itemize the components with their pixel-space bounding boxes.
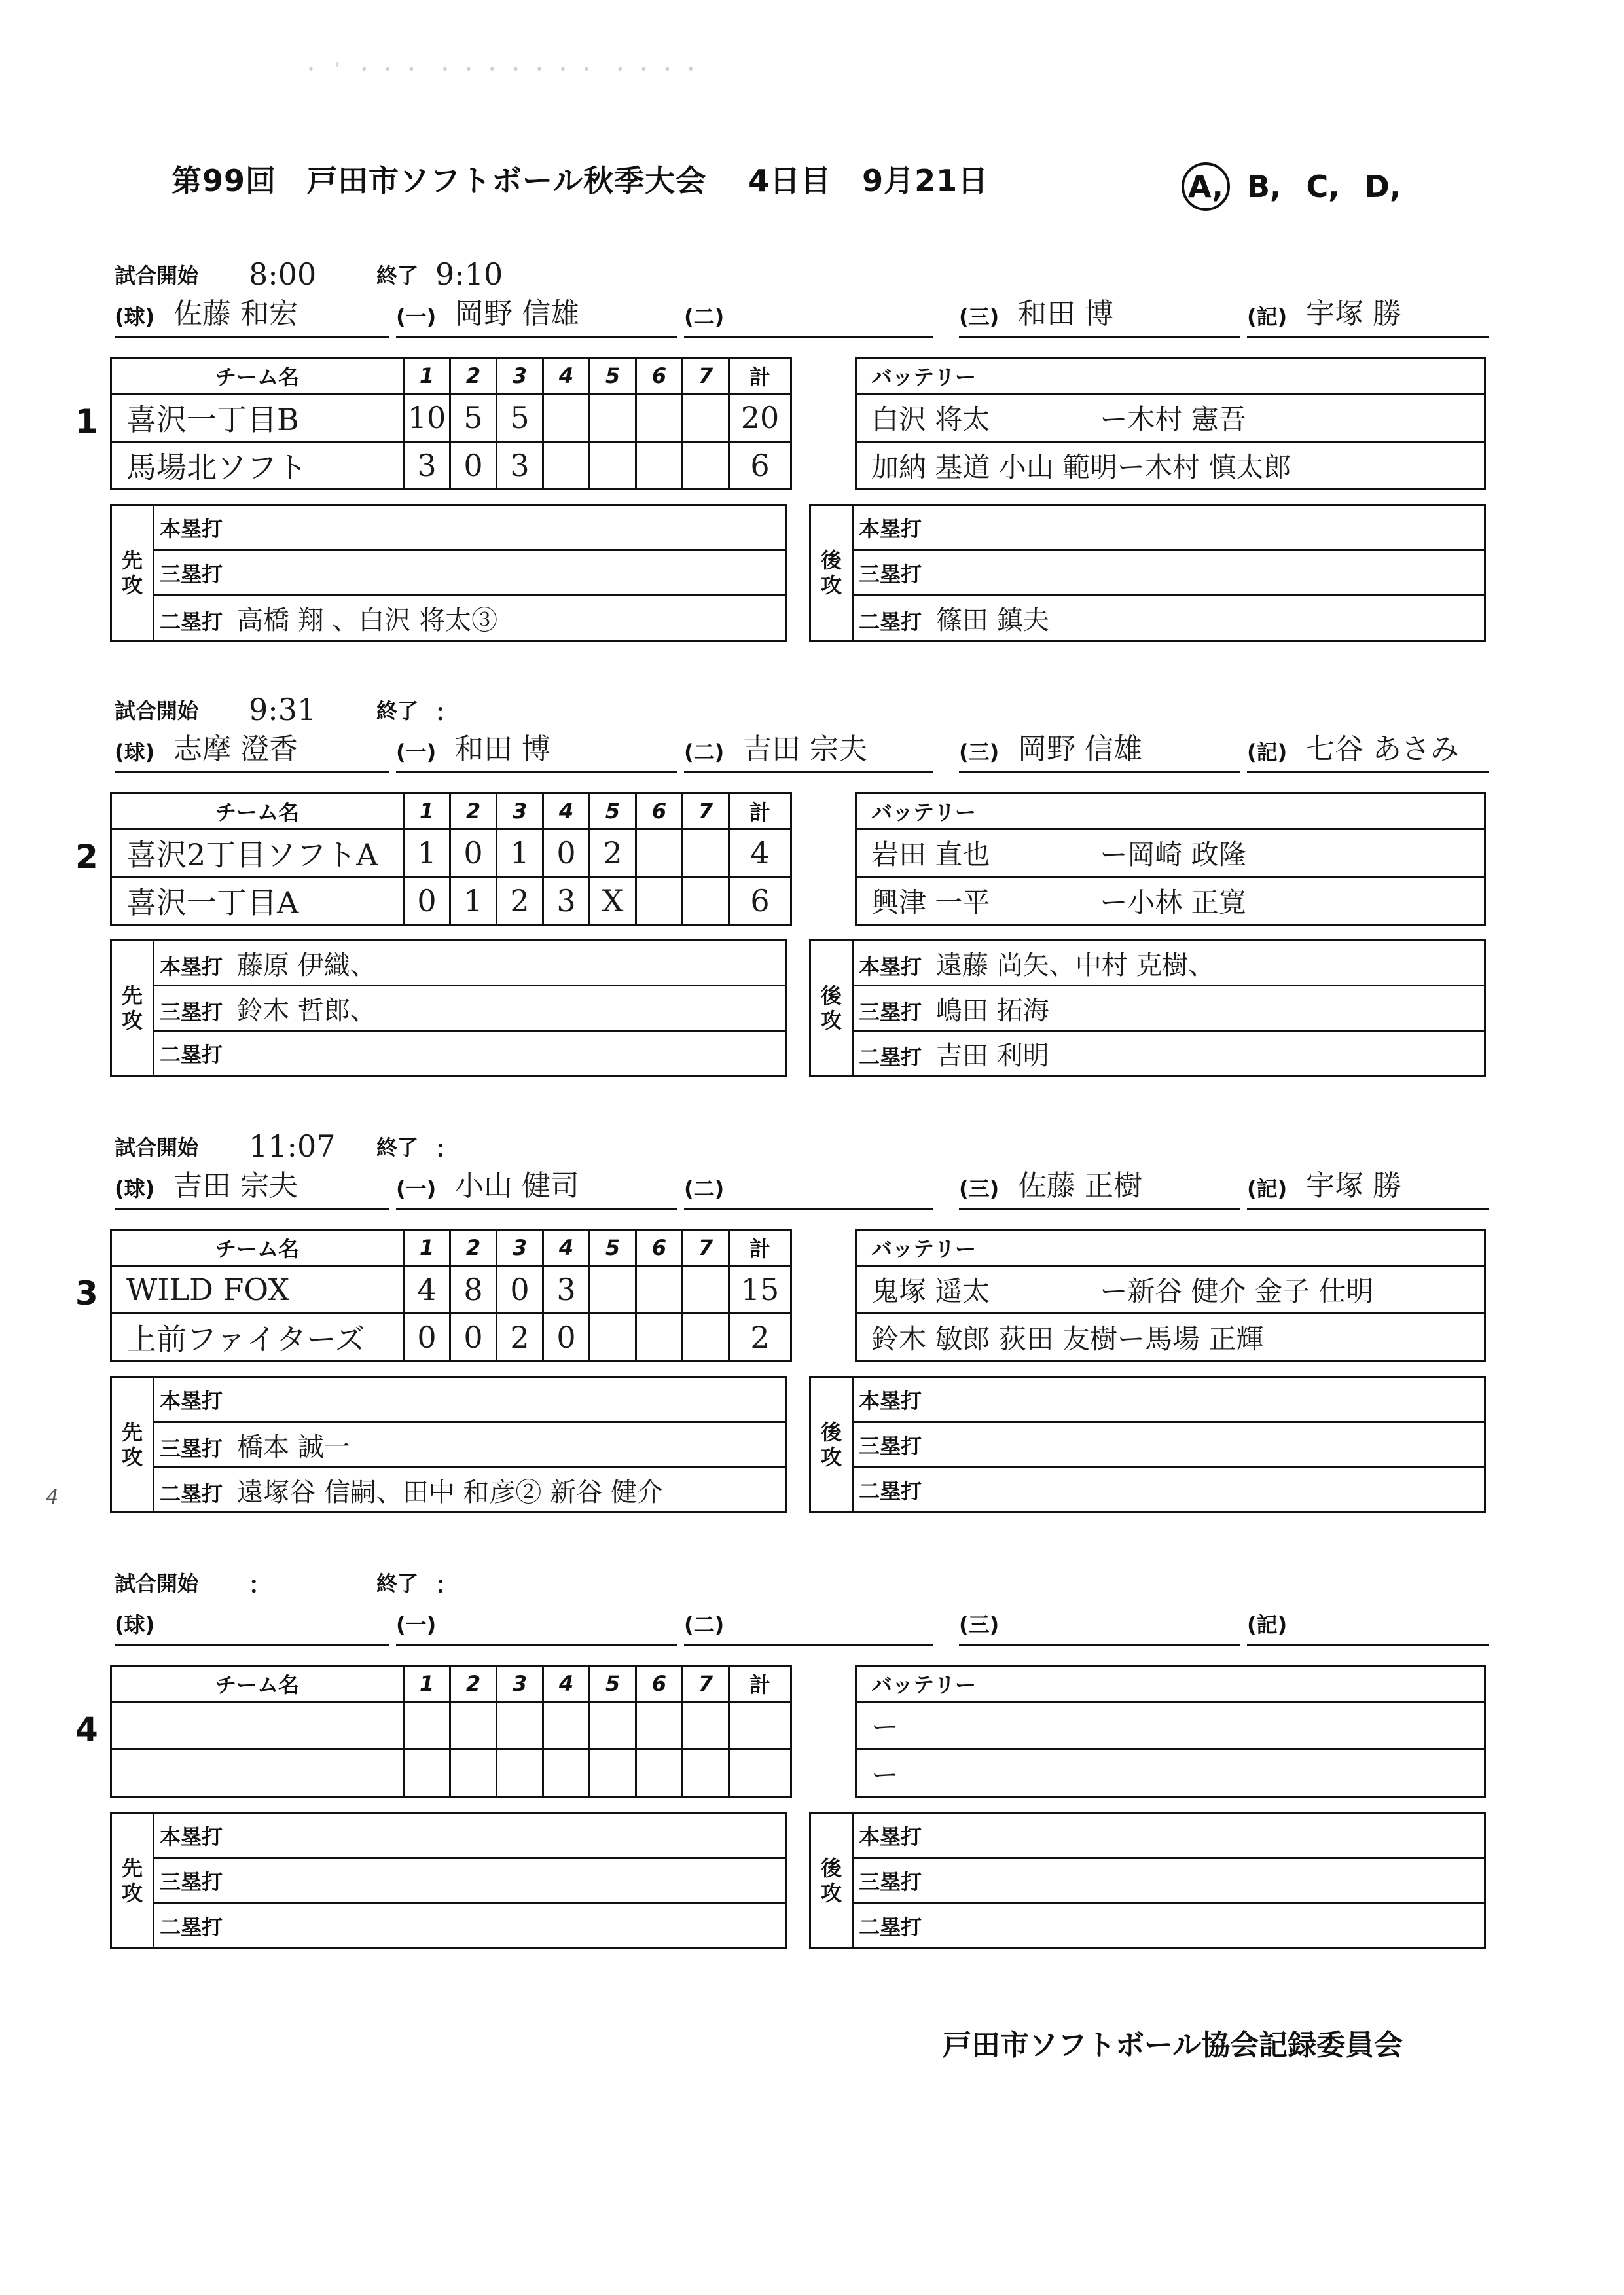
division-selector [1182,162,1426,211]
battery-table [855,357,1486,490]
inning-score: 1 [404,829,450,877]
official-plate [115,1604,389,1646]
first-attack-label: 先 攻 [111,1377,154,1513]
second-attack-double-players: 篠田 鎮夫 [936,605,1049,636]
inning-score: 0 [404,1314,450,1362]
officials-row [115,1168,1496,1210]
battery-table [855,1229,1486,1362]
inning-score [636,1702,683,1750]
first-attack-double-row [154,1904,786,1949]
second-attack-label: 後 攻 [810,1377,853,1513]
inning-score [590,442,636,490]
inning-score: 0 [450,829,497,877]
inning-header: 3 [497,1666,543,1702]
battery-second: 興津 一平 ー小林 正寛 [856,877,1485,925]
first-attack-double-row [154,1468,786,1513]
official-third [959,732,1240,773]
second-attack-label: 後 攻 [810,1813,853,1949]
total-header: 計 [729,358,791,394]
first-attack-hr-row [154,1377,786,1422]
official-third [959,1168,1240,1210]
end-label: 終了 [376,698,419,723]
inning-score: 5 [450,394,497,442]
official-second-name: 吉田 宗夫 [743,732,867,766]
total-header: 計 [729,1230,791,1266]
official-plate-name: 志摩 澄香 [173,732,298,766]
total-header: 計 [729,1666,791,1702]
second-attack-triple-players: 嶋田 拓海 [936,995,1049,1026]
first-attack-hr-row [154,1813,786,1858]
official-plate-label: (球) [115,1176,155,1201]
official-plate [115,1168,389,1210]
team-name: 上前ファイターズ [111,1314,404,1362]
inning-header: 6 [636,1666,683,1702]
battery-first: ー [856,1702,1485,1750]
double-label: 二塁打 [859,1479,922,1504]
official-recorder [1247,1168,1489,1210]
inning-header: 7 [683,1230,729,1266]
second-attack-hits-table [809,504,1486,642]
division-c: C, [1306,169,1340,204]
inning-header: 5 [590,1230,636,1266]
official-plate [115,732,389,773]
double-label: 二塁打 [859,609,922,634]
inning-score [590,1314,636,1362]
inning-score [450,1750,497,1798]
team-row [111,442,791,490]
team-total: 6 [729,877,791,925]
official-recorder [1247,297,1489,338]
inning-score [636,877,683,925]
official-first [396,297,677,338]
triple-label: 三塁打 [160,1870,223,1894]
second-attack-label: 後 攻 [810,505,853,641]
end-label: 終了 [376,1135,419,1160]
official-first-label: (一) [396,1176,437,1201]
official-plate-name: 吉田 宗夫 [173,1169,298,1202]
inning-header: 4 [543,1230,590,1266]
triple-label: 三塁打 [160,999,223,1024]
team-name: 喜沢一丁目A [111,877,404,925]
official-recorder-label: (記) [1247,1176,1288,1201]
inning-score: 0 [543,1314,590,1362]
official-third [959,1604,1240,1646]
official-third-name: 和田 博 [1018,297,1113,331]
second-attack-hits-table [809,1812,1486,1949]
first-attack-double-players: 高橋 翔 、白沢 将太③ [237,605,498,636]
inning-score [636,394,683,442]
inning-score [683,442,729,490]
game-time-line [115,1563,900,1602]
official-second-label: (二) [684,740,725,765]
battery-header: バッテリー [856,358,1485,394]
division-b: B, [1247,169,1282,204]
hr-label: 本塁打 [160,516,223,541]
end-time: : [435,1129,446,1164]
first-attack-double-row [154,596,786,641]
official-first-name: 和田 博 [455,732,550,766]
inning-header: 6 [636,793,683,829]
total-header: 計 [729,793,791,829]
inning-score: 2 [497,1314,543,1362]
second-attack-triple-row [853,1422,1485,1468]
game-number: 2 [75,838,98,876]
score-table [110,357,792,490]
official-recorder-label: (記) [1247,740,1288,765]
official-plate-name: 佐藤 和宏 [173,297,298,331]
triple-label: 三塁打 [859,1870,922,1894]
official-first-label: (一) [396,1612,437,1637]
team-total [729,1750,791,1798]
triple-label: 三塁打 [160,1436,223,1461]
first-attack-label: 先 攻 [111,505,154,641]
hr-label: 本塁打 [859,516,922,541]
inning-header: 4 [543,1666,590,1702]
official-second-label: (二) [684,304,725,329]
battery-first: 白沢 将太 ー木村 憲吾 [856,394,1485,442]
team-name: 馬場北ソフト [111,442,404,490]
hr-label: 本塁打 [859,1388,922,1413]
inning-header: 6 [636,1230,683,1266]
inning-header: 5 [590,358,636,394]
inning-score [683,877,729,925]
inning-score [683,1750,729,1798]
inning-score: 3 [497,442,543,490]
first-attack-hits-table [110,504,787,642]
end-time: : [435,1564,446,1600]
inning-header: 1 [404,1666,450,1702]
team-total: 20 [729,394,791,442]
division-a-selected: A, [1182,162,1230,211]
inning-score [683,394,729,442]
inning-score: 3 [543,877,590,925]
official-recorder-label: (記) [1247,1612,1288,1637]
official-first [396,1168,677,1210]
faint-bleed-through: ・ ' ・・・ ・・・・・・・ ・・・・ [301,59,705,82]
first-attack-hr-players: 藤原 伊織、 [237,950,376,981]
official-third-name: 佐藤 正樹 [1018,1169,1142,1202]
team-name: 喜沢一丁目B [111,394,404,442]
inning-score [497,1702,543,1750]
first-attack-hr-row [154,941,786,986]
double-label: 二塁打 [160,1915,223,1940]
end-label: 終了 [376,1571,419,1596]
official-second-label: (二) [684,1176,725,1201]
first-attack-label: 先 攻 [111,1813,154,1949]
battery-header: バッテリー [856,793,1485,829]
inning-score [450,1702,497,1750]
inning-score [683,1702,729,1750]
hr-label: 本塁打 [859,1824,922,1849]
start-time: : [249,1564,259,1600]
battery-second: 加納 基道 小山 範明ー木村 慎太郎 [856,442,1485,490]
inning-score: 0 [404,877,450,925]
inning-score [636,829,683,877]
inning-header: 2 [450,793,497,829]
second-attack-label: 後 攻 [810,941,853,1076]
inning-score: 3 [543,1266,590,1314]
team-name-header: チーム名 [111,1666,404,1702]
inning-score [404,1750,450,1798]
footer-committee: 戸田市ソフトボール協会記録委員会 [943,2029,1403,2062]
inning-score: 4 [404,1266,450,1314]
game-number: 3 [75,1274,98,1312]
inning-score [636,1750,683,1798]
first-attack-triple-row [154,1858,786,1904]
inning-score: 0 [450,1314,497,1362]
official-recorder-name: 七谷 あさみ [1306,732,1459,766]
first-attack-hr-row [154,505,786,551]
battery-second: ー [856,1750,1485,1798]
team-name: 喜沢2丁目ソフトA [111,829,404,877]
team-name-header: チーム名 [111,1230,404,1266]
team-row [111,1702,791,1750]
hr-label: 本塁打 [160,954,223,979]
start-label: 試合開始 [115,263,199,288]
official-third [959,297,1240,338]
start-label: 試合開始 [115,1571,199,1596]
inning-header: 7 [683,793,729,829]
official-second [684,297,933,338]
end-time: 9:10 [435,257,503,292]
team-total [729,1702,791,1750]
inning-header: 3 [497,1230,543,1266]
second-attack-triple-row [853,986,1485,1031]
battery-header: バッテリー [856,1230,1485,1266]
hr-label: 本塁打 [859,954,922,979]
inning-score [543,1750,590,1798]
inning-score: 0 [543,829,590,877]
official-recorder-name: 宇塚 勝 [1306,1169,1401,1202]
team-name [111,1702,404,1750]
first-attack-label: 先 攻 [111,941,154,1076]
second-attack-triple-row [853,1858,1485,1904]
first-attack-double-players: 遠塚谷 信嗣、田中 和彦② 新谷 健介 [237,1477,663,1508]
second-attack-double-row [853,596,1485,641]
double-label: 二塁打 [160,1042,223,1067]
second-attack-double-row [853,1904,1485,1949]
score-table [110,1665,792,1798]
game-time-line [115,1127,900,1166]
start-time: 11:07 [249,1129,336,1164]
first-attack-triple-row [154,551,786,596]
second-attack-hits-table [809,1376,1486,1513]
team-row [111,829,791,877]
officials-row [115,731,1496,773]
official-recorder [1247,732,1489,773]
team-row [111,1314,791,1362]
battery-header: バッテリー [856,1666,1485,1702]
inning-header: 4 [543,358,590,394]
official-second-label: (二) [684,1612,725,1637]
second-attack-hits-table [809,939,1486,1077]
inning-header: 2 [450,1666,497,1702]
page-title: 第99回 戸田市ソフトボール秋季大会 4日目 9月21日 [171,163,989,198]
inning-score [683,1266,729,1314]
inning-score [543,442,590,490]
first-attack-triple-row [154,986,786,1031]
second-attack-triple-row [853,551,1485,596]
first-attack-triple-players: 鈴木 哲郎、 [237,995,376,1026]
inning-header: 2 [450,1230,497,1266]
official-plate-label: (球) [115,304,155,329]
first-attack-triple-row [154,1422,786,1468]
triple-label: 三塁打 [859,999,922,1024]
official-recorder [1247,1604,1489,1646]
official-first [396,1604,677,1646]
team-total: 6 [729,442,791,490]
inning-header: 3 [497,793,543,829]
team-name: WILD FOX [111,1266,404,1314]
inning-score [543,394,590,442]
inning-score: 3 [404,442,450,490]
inning-header: 7 [683,1666,729,1702]
margin-note: 4 [46,1486,59,1509]
first-attack-double-row [154,1031,786,1076]
second-attack-hr-players: 遠藤 尚矢、中村 克樹、 [936,950,1215,981]
official-first-name: 岡野 信雄 [455,297,579,331]
team-total: 15 [729,1266,791,1314]
first-attack-hits-table [110,1376,787,1513]
second-attack-hr-row [853,1377,1485,1422]
official-plate-label: (球) [115,740,155,765]
inning-score [590,1750,636,1798]
second-attack-double-row [853,1031,1485,1076]
inning-header: 1 [404,1230,450,1266]
official-recorder-label: (記) [1247,304,1288,329]
double-label: 二塁打 [160,1481,223,1506]
inning-score: 8 [450,1266,497,1314]
inning-header: 1 [404,793,450,829]
official-third-label: (三) [959,740,1000,765]
game-number: 1 [75,403,98,441]
inning-header: 5 [590,793,636,829]
inning-score: 1 [497,829,543,877]
official-third-label: (三) [959,1612,1000,1637]
score-table [110,1229,792,1362]
team-total: 2 [729,1314,791,1362]
team-row [111,877,791,925]
game-time-line [115,691,900,730]
start-label: 試合開始 [115,1135,199,1160]
inning-score [590,1266,636,1314]
official-plate-label: (球) [115,1612,155,1637]
team-row [111,1266,791,1314]
officials-row [115,296,1496,338]
inning-header: 1 [404,358,450,394]
inning-score [404,1702,450,1750]
score-table [110,792,792,926]
start-time: 9:31 [249,692,317,727]
inning-header: 3 [497,358,543,394]
official-first [396,732,677,773]
inning-score: 10 [404,394,450,442]
double-label: 二塁打 [859,1044,922,1070]
inning-header: 6 [636,358,683,394]
inning-header: 2 [450,358,497,394]
double-label: 二塁打 [160,609,223,634]
hr-label: 本塁打 [160,1388,223,1413]
game-number: 4 [75,1710,98,1748]
inning-score: 2 [497,877,543,925]
start-time: 8:00 [249,257,317,292]
inning-score: 0 [497,1266,543,1314]
game-time-line [115,255,900,295]
battery-first: 鬼塚 遥太 ー新谷 健介 金子 仕明 [856,1266,1485,1314]
battery-table [855,792,1486,926]
inning-score [683,829,729,877]
inning-score [683,1314,729,1362]
official-first-name: 小山 健司 [455,1169,579,1202]
inning-header: 5 [590,1666,636,1702]
official-first-label: (一) [396,740,437,765]
team-name-header: チーム名 [111,358,404,394]
second-attack-hr-row [853,1813,1485,1858]
team-row [111,1750,791,1798]
double-label: 二塁打 [859,1915,922,1940]
team-name-header: チーム名 [111,793,404,829]
inning-score: X [590,877,636,925]
team-name [111,1750,404,1798]
official-third-label: (三) [959,1176,1000,1201]
official-recorder-name: 宇塚 勝 [1306,297,1401,331]
inning-score: 5 [497,394,543,442]
end-label: 終了 [376,263,419,288]
inning-score [590,394,636,442]
inning-score [497,1750,543,1798]
triple-label: 三塁打 [160,562,223,587]
official-third-label: (三) [959,304,1000,329]
first-attack-triple-players: 橋本 誠一 [237,1432,350,1462]
official-third-name: 岡野 信雄 [1018,732,1142,766]
end-time: : [435,692,446,727]
official-second [684,732,933,773]
first-attack-hits-table [110,1812,787,1949]
battery-first: 岩田 直也 ー岡崎 政隆 [856,829,1485,877]
inning-header: 4 [543,793,590,829]
inning-score: 0 [450,442,497,490]
official-second [684,1604,933,1646]
second-attack-hr-row [853,505,1485,551]
inning-score [636,442,683,490]
second-attack-double-row [853,1468,1485,1513]
start-label: 試合開始 [115,698,199,723]
triple-label: 三塁打 [859,1434,922,1458]
inning-score: 2 [590,829,636,877]
official-second [684,1168,933,1210]
battery-second: 鈴木 敏郎 荻田 友樹ー馬場 正輝 [856,1314,1485,1362]
division-d: D, [1364,169,1401,204]
team-row [111,394,791,442]
official-first-label: (一) [396,304,437,329]
second-attack-double-players: 吉田 利明 [936,1040,1049,1071]
inning-score [543,1702,590,1750]
battery-table [855,1665,1486,1798]
inning-score [590,1702,636,1750]
inning-score [636,1314,683,1362]
inning-score [636,1266,683,1314]
official-plate [115,297,389,338]
inning-score: 1 [450,877,497,925]
triple-label: 三塁打 [859,562,922,587]
second-attack-hr-row [853,941,1485,986]
officials-row [115,1604,1496,1646]
first-attack-hits-table [110,939,787,1077]
team-total: 4 [729,829,791,877]
inning-header: 7 [683,358,729,394]
hr-label: 本塁打 [160,1824,223,1849]
